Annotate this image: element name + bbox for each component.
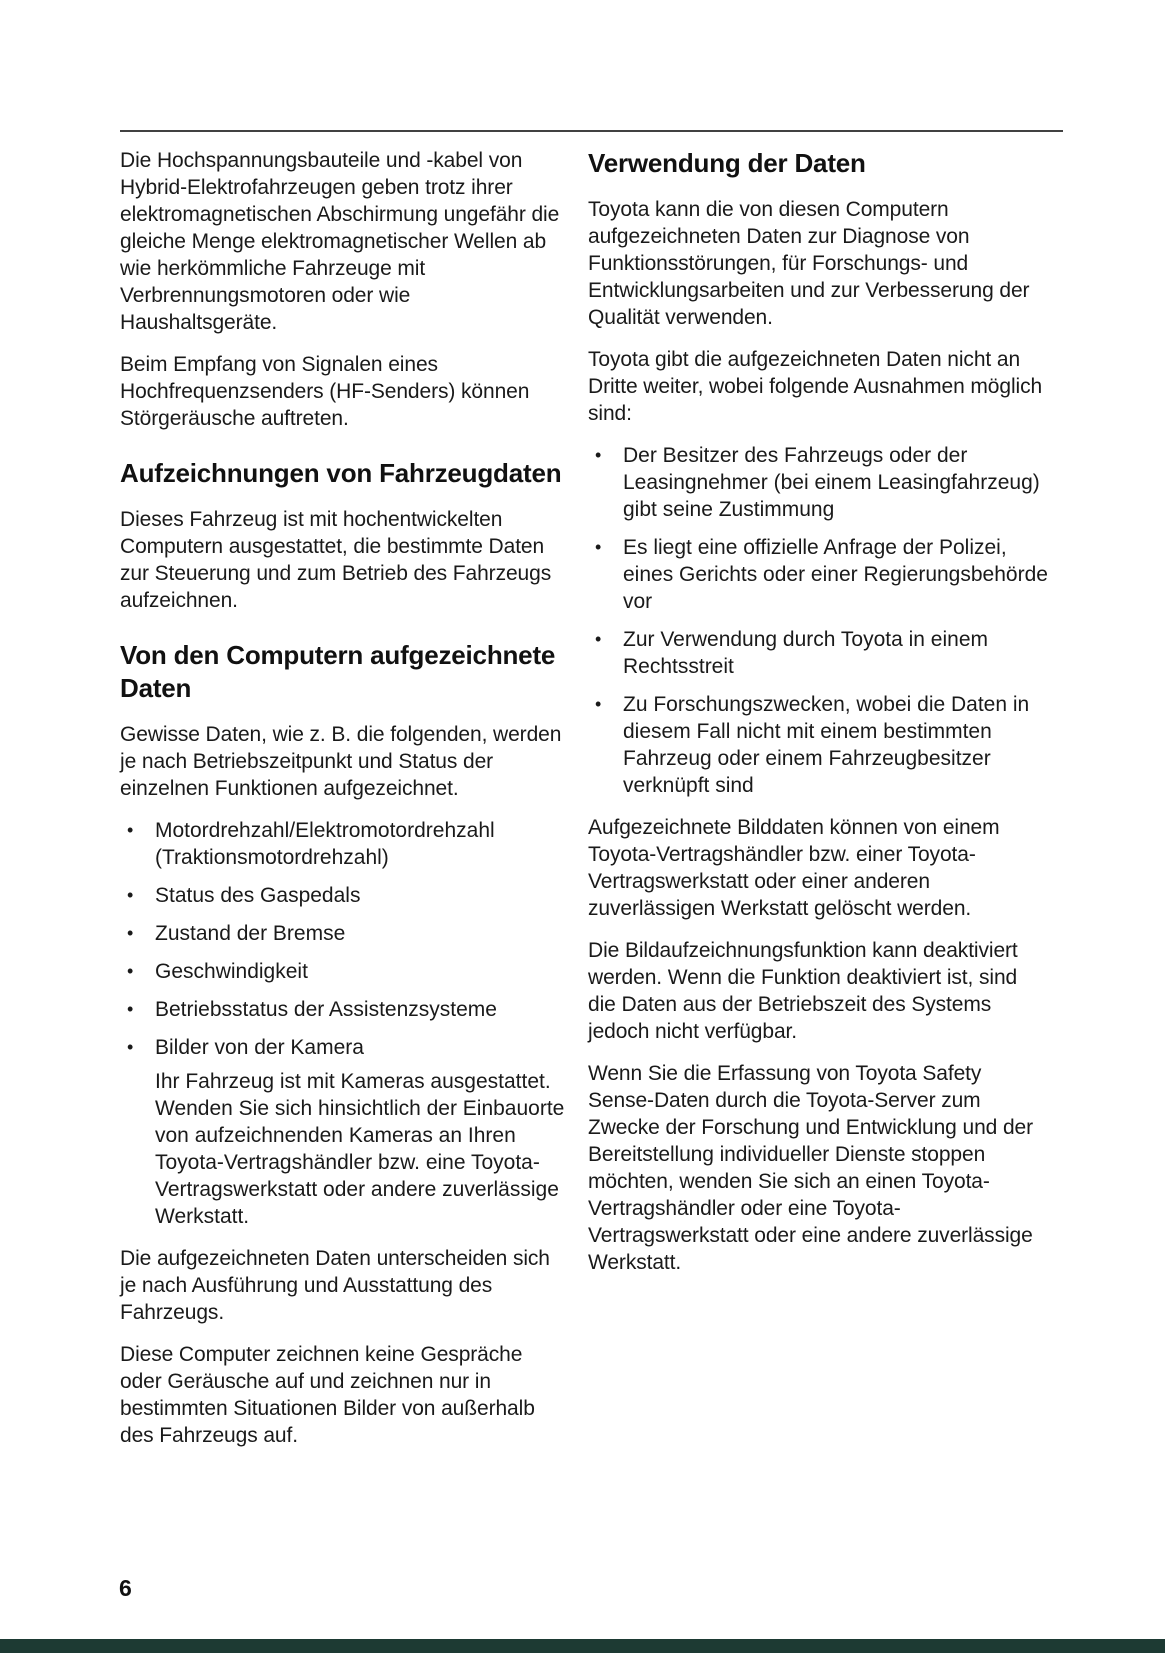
bullet-text-line: Bilder von der Kamera xyxy=(155,1036,364,1059)
bullet-item xyxy=(120,1034,565,1230)
bullet-icon: • xyxy=(127,820,134,840)
section-heading: Von den Computern aufgezeichnete Daten xyxy=(120,640,556,703)
bullet-text xyxy=(155,958,565,985)
paragraph: Toyota gibt die aufgezeichneten Daten nicht an Dritte weiter, wobei folgende Ausnahmen möglich sind: xyxy=(588,348,1043,425)
paragraph: Die Hochspannungsbauteile und -kabel von Hybrid-Elektrofahrzeugen geben trotz ihrer elektromagnetischen Abschirmung ungefähr die gleiche Menge elektromagnetischer Wellen ab wie herkömmliche Fahrzeuge mit Verbrennungsmotoren oder wie Haushaltsgeräte. xyxy=(120,149,560,334)
bullet-text xyxy=(155,817,565,871)
paragraph: Gewisse Daten, wie z. B. die folgenden, werden je nach Betriebszeitpunkt und Status der einzelnen Funktionen aufgezeichnet. xyxy=(120,723,562,800)
bullet-icon: • xyxy=(595,629,602,649)
bullet-item xyxy=(120,817,565,871)
bullet-text-line: Es liegt eine offizielle Anfrage der Polizei, eines Gerichts oder einer Regierungsbehörde vor xyxy=(623,536,1048,613)
bullet-text xyxy=(155,882,565,909)
bullet-icon: • xyxy=(595,445,602,465)
column-left xyxy=(120,147,565,1464)
text-columns xyxy=(120,147,1050,1464)
bullet-list xyxy=(588,442,1050,799)
section-heading: Aufzeichnungen von Fahrzeugdaten xyxy=(120,458,562,488)
page-number: 6 xyxy=(119,1575,132,1601)
bullet-item xyxy=(588,626,1050,680)
bullet-text xyxy=(623,442,1050,523)
paragraph: Aufgezeichnete Bilddaten können von einem Toyota-Vertragshändler bzw. einer Toyota-Vertragswerkstatt oder einer anderen zuverlässigen Werkstatt gelöscht werden. xyxy=(588,816,1000,920)
bullet-icon: • xyxy=(127,1037,134,1057)
bullet-text xyxy=(623,534,1050,615)
bullet-item xyxy=(588,691,1050,799)
paragraph: Die Bildaufzeichnungsfunktion kann deaktiviert werden. Wenn die Funktion deaktiviert ist, sind die Daten aus der Betriebszeit des Systems jedoch nicht verfügbar. xyxy=(588,939,1018,1043)
paragraph: Diese Computer zeichnen keine Gespräche oder Geräusche auf und zeichnen nur in bestimmten Situationen Bilder von außerhalb des Fahrzeugs auf. xyxy=(120,1343,535,1447)
bullet-icon: • xyxy=(127,923,134,943)
bullet-text-line: Zustand der Bremse xyxy=(155,922,346,945)
bullet-icon: • xyxy=(595,694,602,714)
paragraph: Beim Empfang von Signalen eines Hochfrequenzsenders (HF-Senders) können Störgeräusche auftreten. xyxy=(120,353,530,430)
bullet-text-line: Zur Verwendung durch Toyota in einem Rechtsstreit xyxy=(623,628,988,678)
bullet-text xyxy=(155,996,565,1023)
bullet-text-line: Der Besitzer des Fahrzeugs oder der Leasingnehmer (bei einem Leasingfahrzeug) gibt seine Zustimmung xyxy=(623,444,1040,521)
paragraph: Dieses Fahrzeug ist mit hochentwickelten Computern ausgestattet, die bestimmte Daten zur Steuerung und zum Betrieb des Fahrzeugs aufzeichnen. xyxy=(120,508,552,612)
paragraph: Toyota kann die von diesen Computern aufgezeichneten Daten zur Diagnose von Funktionsstörungen, für Forschungs- und Entwicklungsarbeiten und zur Verbesserung der Qualität verwenden. xyxy=(588,198,1030,329)
column-right xyxy=(588,147,1050,1291)
bullet-text-line: Geschwindigkeit xyxy=(155,960,308,983)
section-heading: Verwendung der Daten xyxy=(588,148,866,178)
bullet-text xyxy=(623,626,1050,680)
header-rule xyxy=(120,130,1063,132)
bullet-item xyxy=(120,920,565,947)
bullet-item xyxy=(588,534,1050,615)
bullet-text-line: Status des Gaspedals xyxy=(155,884,361,907)
bullet-text-line: Zu Forschungszwecken, wobei die Daten in diesem Fall nicht mit einem bestimmten Fahrzeug oder einem Fahrzeugbesitzer verknüpft sind xyxy=(623,693,1030,797)
bullet-text xyxy=(155,920,565,947)
paragraph: Die aufgezeichneten Daten unterscheiden sich je nach Ausführung und Ausstattung des Fahrzeugs. xyxy=(120,1247,550,1324)
bullet-item xyxy=(120,996,565,1023)
paragraph: Wenn Sie die Erfassung von Toyota Safety Sense-Daten durch die Toyota-Server zum Zwecke der Forschung und Entwicklung und der Bereitstellung individueller Dienste stoppen möchten, wenden Sie sich an einen Toyota-Vertragshändler oder eine Toyota-Vertragswerkstatt oder eine andere zuverlässige Werkstatt. xyxy=(588,1062,1034,1274)
bullet-item xyxy=(120,958,565,985)
bullet-text-line: Betriebsstatus der Assistenzsysteme xyxy=(155,998,497,1021)
bullet-icon: • xyxy=(127,961,134,981)
bullet-icon: • xyxy=(127,885,134,905)
bullet-text-line: Motordrehzahl/Elektromotordrehzahl (Traktionsmotordrehzahl) xyxy=(155,819,495,869)
bullet-icon: • xyxy=(595,537,602,557)
bullet-list xyxy=(120,817,565,1230)
bullet-text xyxy=(155,1034,565,1230)
bullet-text xyxy=(623,691,1050,799)
bullet-icon: • xyxy=(127,999,134,1019)
bullet-item xyxy=(120,882,565,909)
bullet-note: Ihr Fahrzeug ist mit Kameras ausgestattet. Wenden Sie sich hinsichtlich der Einbauorte von aufzeichnenden Kameras an Ihren Toyota-Vertragshändler bzw. eine Toyota-Vertragswerkstatt oder andere zuverlässige Werkstatt. xyxy=(155,1070,565,1228)
bullet-item xyxy=(588,442,1050,523)
footer-accent-bar xyxy=(0,1639,1165,1653)
